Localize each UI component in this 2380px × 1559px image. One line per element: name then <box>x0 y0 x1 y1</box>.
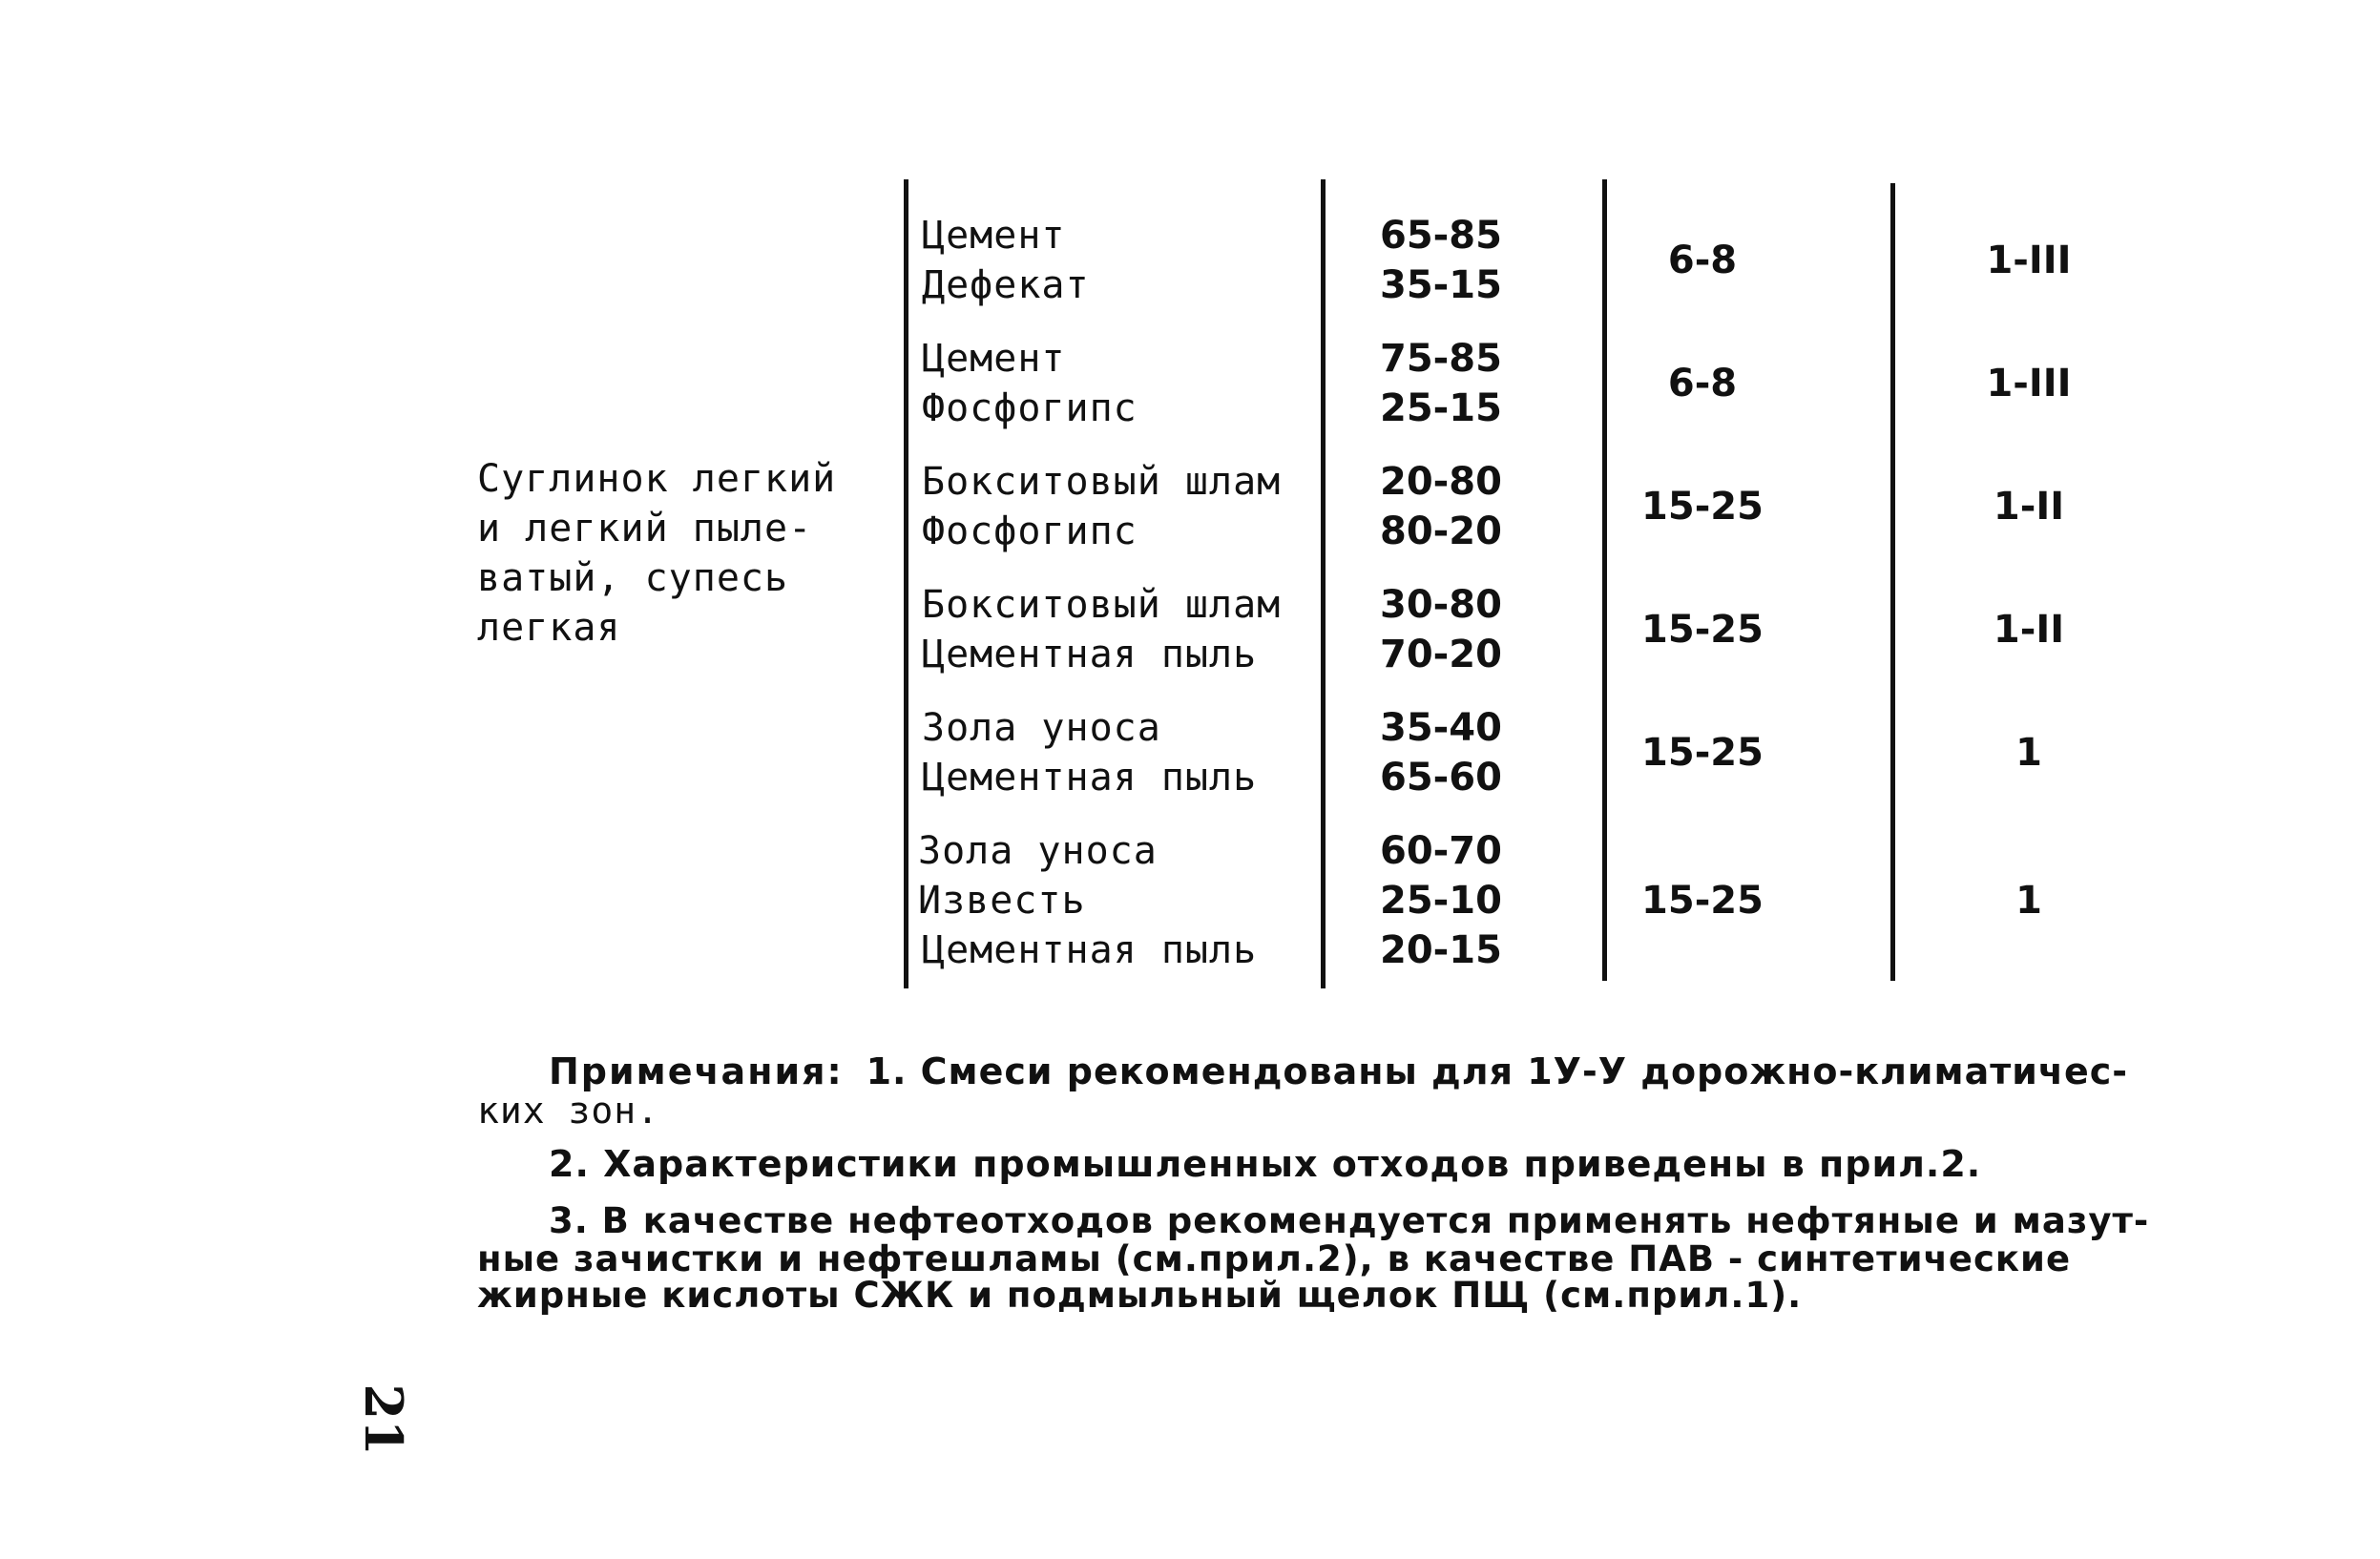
table-rule-1 <box>904 179 908 988</box>
material-cell: Бокситовый шлам <box>922 460 1282 504</box>
range-cell: 15-25 <box>1641 731 1764 775</box>
note-1-line-1: 1. Смеси рекомендованы для 1У-У дорожно-климатичес- <box>866 1050 2129 1092</box>
zone-cell: 1 <box>2015 731 2042 775</box>
proportion-cell: 35-40 <box>1380 706 1502 750</box>
proportion-cell: 30-80 <box>1380 583 1502 627</box>
material-cell: Цемент <box>922 337 1066 381</box>
proportion-cell: 20-80 <box>1380 460 1502 504</box>
soil-line: и легкий пыле- <box>477 507 813 551</box>
note-3-line-3: жирные кислоты СЖК и подмыльный щелок ПЩ (см.прил.1). <box>477 1275 1803 1316</box>
notes-heading: Примечания: <box>549 1050 844 1092</box>
material-cell: Цементная пыль <box>922 756 1258 800</box>
material-cell: Дефекат <box>922 263 1090 307</box>
proportion-cell: 75-85 <box>1380 337 1502 381</box>
note-1 <box>549 1052 2128 1091</box>
zone-cell: 1 <box>2015 879 2042 923</box>
range-cell: 6-8 <box>1667 239 1738 282</box>
material-cell: Зола уноса <box>918 829 1158 873</box>
note-3-line-2: ные зачистки и нефтешламы (см.прил.2), в качестве ПАВ - синтетические <box>477 1238 2072 1279</box>
material-cell: Фосфогипс <box>922 386 1138 430</box>
page-number: 21 <box>353 1383 414 1456</box>
proportion-cell: 35-15 <box>1380 263 1502 307</box>
zone-cell: 1-III <box>1986 239 2072 282</box>
table-rule-2 <box>1321 179 1326 988</box>
proportion-cell: 70-20 <box>1380 633 1502 676</box>
range-cell: 6-8 <box>1667 362 1738 405</box>
soil-line: Суглинок легкий <box>477 457 837 501</box>
table-rule-4 <box>1890 183 1895 981</box>
material-cell: Бокситовый шлам <box>922 583 1282 627</box>
proportion-cell: 60-70 <box>1380 829 1502 873</box>
soil-line: легкая <box>477 606 621 650</box>
proportion-cell: 25-15 <box>1380 386 1502 430</box>
range-cell: 15-25 <box>1641 608 1764 652</box>
material-cell: Известь <box>918 879 1086 923</box>
note-3-line-1: 3. В качестве нефтеотходов рекомендуется применять нефтяные и мазут- <box>549 1200 2150 1241</box>
material-cell: Цемент <box>922 214 1066 258</box>
material-cell: Фосфогипс <box>922 509 1138 553</box>
proportion-cell: 20-15 <box>1380 928 1502 972</box>
note-2: 2. Характеристики промышленных отходов приведены в прил.2. <box>549 1143 1982 1185</box>
range-cell: 15-25 <box>1641 485 1764 529</box>
zone-cell: 1-II <box>1993 485 2065 529</box>
note-1-line-2: ких зон. <box>477 1090 660 1132</box>
proportion-cell: 65-85 <box>1380 214 1502 258</box>
proportion-cell: 65-60 <box>1380 756 1502 800</box>
soil-type-cell <box>477 454 836 653</box>
zone-cell: 1-II <box>1993 608 2065 652</box>
range-cell: 15-25 <box>1641 879 1764 923</box>
material-cell: Цементная пыль <box>922 928 1258 972</box>
proportion-cell: 80-20 <box>1380 509 1502 553</box>
proportion-cell: 25-10 <box>1380 879 1502 923</box>
table-rule-3 <box>1602 179 1607 981</box>
material-cell: Зола уноса <box>922 706 1161 750</box>
material-cell: Цементная пыль <box>922 633 1258 676</box>
soil-line: ватый, супесь <box>477 556 789 600</box>
zone-cell: 1-III <box>1986 362 2072 405</box>
